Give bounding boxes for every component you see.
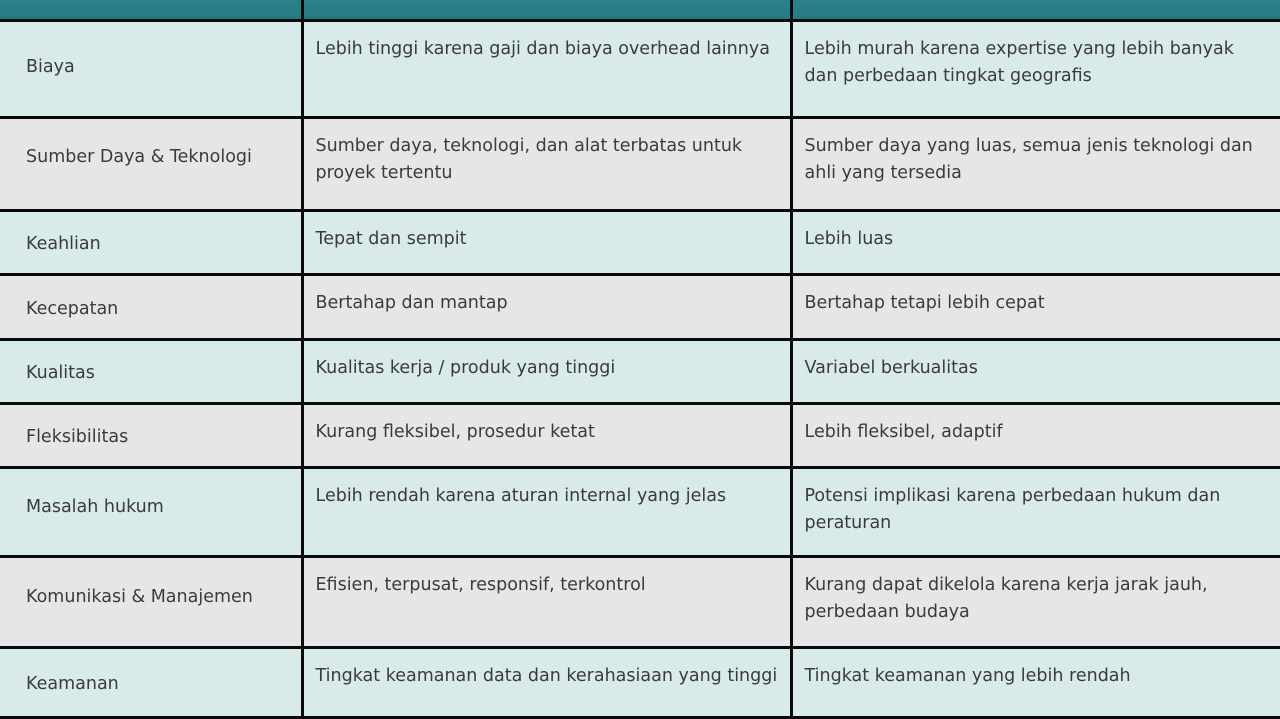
header-aspect xyxy=(0,0,302,21)
row-col3: Kurang dapat dikelola karena kerja jarak jauh, perbedaan budaya xyxy=(791,557,1280,648)
row-col3: Bertahap tetapi lebih cepat xyxy=(791,275,1280,340)
row-col3: Lebih murah karena expertise yang lebih banyak dan perbedaan tingkat geografis xyxy=(791,21,1280,118)
row-aspect: Keamanan xyxy=(0,648,302,718)
table-row xyxy=(0,468,1280,557)
row-col3: Lebih luas xyxy=(791,211,1280,275)
row-col2: Efisien, terpusat, responsif, terkontrol xyxy=(302,557,791,648)
row-aspect: Biaya xyxy=(0,21,302,118)
header-col2 xyxy=(302,0,791,21)
table-header xyxy=(0,0,1280,21)
row-aspect: Sumber Daya & Teknologi xyxy=(0,118,302,211)
table-body xyxy=(0,21,1280,718)
row-col3: Lebih fleksibel, adaptif xyxy=(791,404,1280,468)
header-row xyxy=(0,0,1280,21)
row-col2: Sumber daya, teknologi, dan alat terbatas untuk proyek tertentu xyxy=(302,118,791,211)
header-col3 xyxy=(791,0,1280,21)
row-aspect: Masalah hukum xyxy=(0,468,302,557)
row-col2: Kurang fleksibel, prosedur ketat xyxy=(302,404,791,468)
table-row xyxy=(0,404,1280,468)
row-col2: Lebih tinggi karena gaji dan biaya overhead lainnya xyxy=(302,21,791,118)
table-row xyxy=(0,275,1280,340)
table-row xyxy=(0,648,1280,718)
row-aspect: Keahlian xyxy=(0,211,302,275)
row-col2: Tepat dan sempit xyxy=(302,211,791,275)
row-col2: Bertahap dan mantap xyxy=(302,275,791,340)
row-col3: Variabel berkualitas xyxy=(791,340,1280,404)
table-row xyxy=(0,211,1280,275)
row-aspect: Kualitas xyxy=(0,340,302,404)
row-col3: Tingkat keamanan yang lebih rendah xyxy=(791,648,1280,718)
row-col2: Tingkat keamanan data dan kerahasiaan yang tinggi xyxy=(302,648,791,718)
row-aspect: Fleksibilitas xyxy=(0,404,302,468)
row-col3: Sumber daya yang luas, semua jenis teknologi dan ahli yang tersedia xyxy=(791,118,1280,211)
table-row xyxy=(0,118,1280,211)
row-col3: Potensi implikasi karena perbedaan hukum dan peraturan xyxy=(791,468,1280,557)
row-aspect: Kecepatan xyxy=(0,275,302,340)
row-col2: Kualitas kerja / produk yang tinggi xyxy=(302,340,791,404)
table-row xyxy=(0,557,1280,648)
table-row xyxy=(0,340,1280,404)
table-row xyxy=(0,21,1280,118)
row-col2: Lebih rendah karena aturan internal yang jelas xyxy=(302,468,791,557)
row-aspect: Komunikasi & Manajemen xyxy=(0,557,302,648)
